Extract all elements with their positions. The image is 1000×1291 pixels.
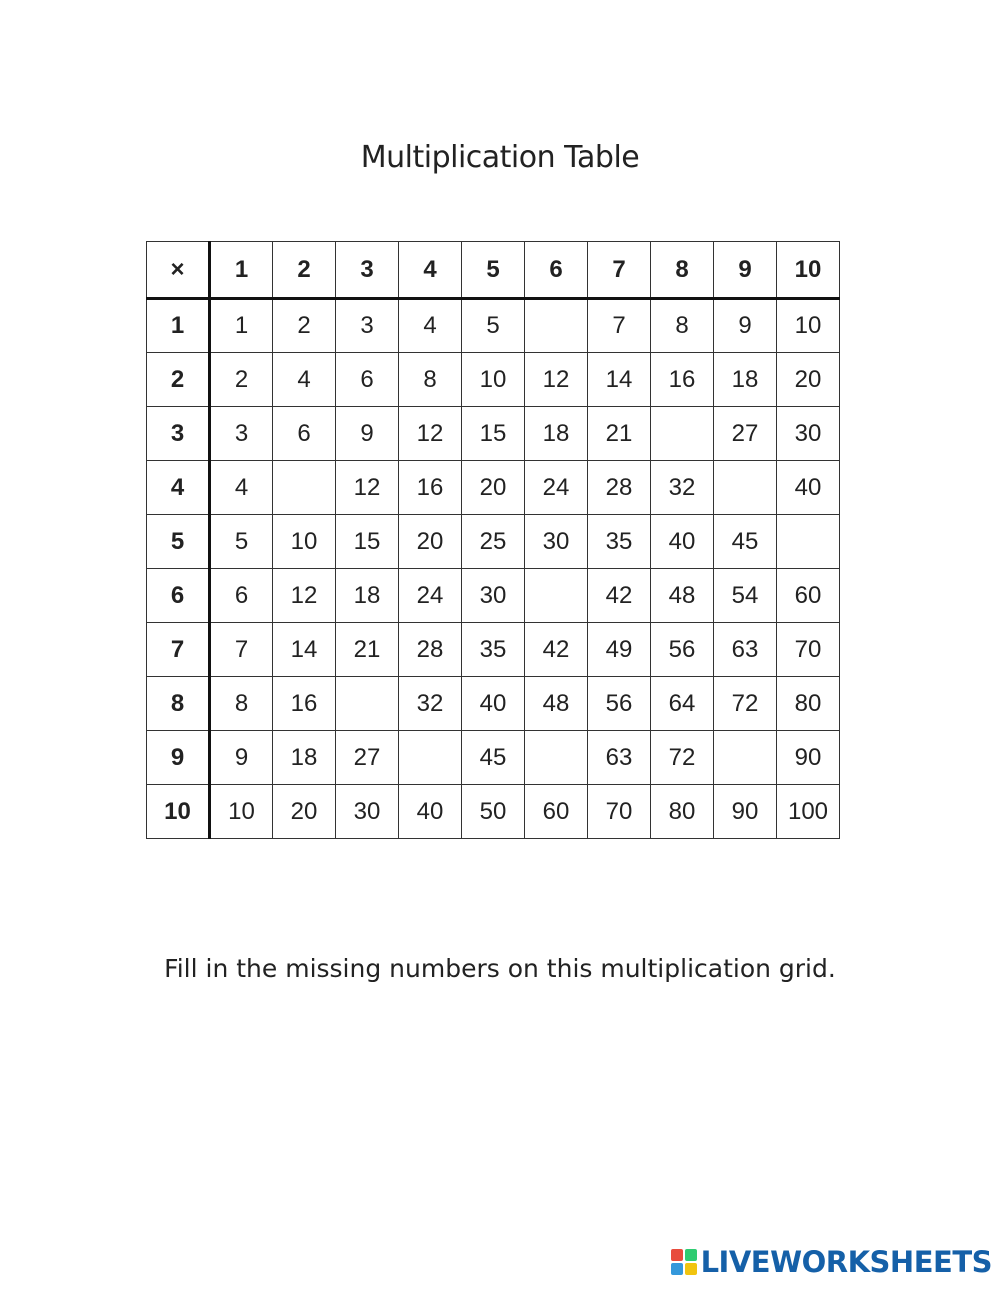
table-row xyxy=(147,569,840,623)
table-cell: 45 xyxy=(462,731,525,785)
table-cell: 15 xyxy=(462,407,525,461)
page-title: Multiplication Table xyxy=(360,140,640,175)
table-cell: 40 xyxy=(462,677,525,731)
row-header: 2 xyxy=(147,353,210,407)
row-header: 7 xyxy=(147,623,210,677)
column-header: 4 xyxy=(399,242,462,299)
table-cell: 18 xyxy=(273,731,336,785)
table-cell: 18 xyxy=(714,353,777,407)
answer-input-cell[interactable] xyxy=(714,461,777,515)
table-cell: 30 xyxy=(525,515,588,569)
table-cell: 72 xyxy=(651,731,714,785)
table-cell: 1 xyxy=(210,299,273,353)
table-cell: 25 xyxy=(462,515,525,569)
table-cell: 20 xyxy=(273,785,336,839)
brand-text: LIVEWORKSHEETS xyxy=(700,1245,992,1279)
table-cell: 72 xyxy=(714,677,777,731)
table-cell: 7 xyxy=(210,623,273,677)
table-row xyxy=(147,677,840,731)
answer-input-cell[interactable] xyxy=(273,461,336,515)
table-cell: 70 xyxy=(588,785,651,839)
table-cell: 42 xyxy=(588,569,651,623)
table-cell: 8 xyxy=(210,677,273,731)
table-cell: 7 xyxy=(588,299,651,353)
table-cell: 28 xyxy=(588,461,651,515)
table-cell: 14 xyxy=(273,623,336,677)
table-row xyxy=(147,731,840,785)
table-cell: 56 xyxy=(651,623,714,677)
answer-input-cell[interactable] xyxy=(525,569,588,623)
table-cell: 35 xyxy=(462,623,525,677)
table-cell: 35 xyxy=(588,515,651,569)
row-header: 10 xyxy=(147,785,210,839)
table-cell: 48 xyxy=(525,677,588,731)
header-row xyxy=(147,242,840,299)
table-row xyxy=(147,461,840,515)
table-row xyxy=(147,353,840,407)
table-cell: 32 xyxy=(399,677,462,731)
row-header: 1 xyxy=(147,299,210,353)
table-cell: 2 xyxy=(210,353,273,407)
table-cell: 20 xyxy=(462,461,525,515)
table-cell: 10 xyxy=(210,785,273,839)
column-header: 10 xyxy=(777,242,840,299)
table-cell: 18 xyxy=(336,569,399,623)
column-header: 9 xyxy=(714,242,777,299)
answer-input-cell[interactable] xyxy=(714,731,777,785)
table-cell: 63 xyxy=(714,623,777,677)
column-header: 2 xyxy=(273,242,336,299)
table-cell: 20 xyxy=(399,515,462,569)
table-cell: 3 xyxy=(210,407,273,461)
table-cell: 20 xyxy=(777,353,840,407)
column-header: 1 xyxy=(210,242,273,299)
table-cell: 14 xyxy=(588,353,651,407)
row-header: 6 xyxy=(147,569,210,623)
table-cell: 42 xyxy=(525,623,588,677)
table-cell: 21 xyxy=(336,623,399,677)
table-cell: 100 xyxy=(777,785,840,839)
answer-input-cell[interactable] xyxy=(525,731,588,785)
table-row xyxy=(147,785,840,839)
table-cell: 10 xyxy=(273,515,336,569)
table-cell: 8 xyxy=(651,299,714,353)
table-cell: 6 xyxy=(273,407,336,461)
table-cell: 60 xyxy=(777,569,840,623)
table-cell: 27 xyxy=(336,731,399,785)
table-cell: 56 xyxy=(588,677,651,731)
table-cell: 90 xyxy=(777,731,840,785)
table-cell: 4 xyxy=(210,461,273,515)
table-cell: 21 xyxy=(588,407,651,461)
answer-input-cell[interactable] xyxy=(336,677,399,731)
table-cell: 12 xyxy=(525,353,588,407)
table-cell: 24 xyxy=(525,461,588,515)
row-header: 4 xyxy=(147,461,210,515)
table-cell: 12 xyxy=(273,569,336,623)
table-cell: 45 xyxy=(714,515,777,569)
row-header: 8 xyxy=(147,677,210,731)
table-cell: 32 xyxy=(651,461,714,515)
table-cell: 40 xyxy=(777,461,840,515)
table-cell: 24 xyxy=(399,569,462,623)
table-cell: 12 xyxy=(399,407,462,461)
table-cell: 90 xyxy=(714,785,777,839)
table-cell: 5 xyxy=(210,515,273,569)
answer-input-cell[interactable] xyxy=(525,299,588,353)
table-row xyxy=(147,515,840,569)
table-row xyxy=(147,407,840,461)
table-cell: 40 xyxy=(399,785,462,839)
table-cell: 18 xyxy=(525,407,588,461)
table-cell: 30 xyxy=(777,407,840,461)
table-cell: 54 xyxy=(714,569,777,623)
multiplication-grid xyxy=(146,241,840,839)
table-cell: 70 xyxy=(777,623,840,677)
corner-multiply-sign: × xyxy=(147,242,210,299)
table-cell: 16 xyxy=(273,677,336,731)
table-cell: 16 xyxy=(399,461,462,515)
row-header: 9 xyxy=(147,731,210,785)
column-header: 5 xyxy=(462,242,525,299)
table-cell: 15 xyxy=(336,515,399,569)
table-cell: 27 xyxy=(714,407,777,461)
instruction-text: Fill in the missing numbers on this multiplication grid. xyxy=(164,954,836,983)
column-header: 3 xyxy=(336,242,399,299)
table-cell: 63 xyxy=(588,731,651,785)
table-cell: 40 xyxy=(651,515,714,569)
table-cell: 64 xyxy=(651,677,714,731)
answer-input-cell[interactable] xyxy=(651,407,714,461)
table-cell: 5 xyxy=(462,299,525,353)
row-header: 3 xyxy=(147,407,210,461)
table-cell: 80 xyxy=(651,785,714,839)
table-cell: 10 xyxy=(777,299,840,353)
brand-logo xyxy=(671,1245,992,1279)
table-cell: 9 xyxy=(210,731,273,785)
table-cell: 4 xyxy=(273,353,336,407)
column-header: 7 xyxy=(588,242,651,299)
table-cell: 80 xyxy=(777,677,840,731)
row-header: 5 xyxy=(147,515,210,569)
table-cell: 12 xyxy=(336,461,399,515)
table-cell: 30 xyxy=(336,785,399,839)
table-cell: 9 xyxy=(714,299,777,353)
column-header: 8 xyxy=(651,242,714,299)
table-cell: 9 xyxy=(336,407,399,461)
answer-input-cell[interactable] xyxy=(399,731,462,785)
liveworksheets-icon xyxy=(671,1249,697,1275)
table-cell: 3 xyxy=(336,299,399,353)
table-cell: 10 xyxy=(462,353,525,407)
table-cell: 16 xyxy=(651,353,714,407)
column-header: 6 xyxy=(525,242,588,299)
table-cell: 48 xyxy=(651,569,714,623)
table-cell: 49 xyxy=(588,623,651,677)
table-cell: 2 xyxy=(273,299,336,353)
table-cell: 6 xyxy=(336,353,399,407)
answer-input-cell[interactable] xyxy=(777,515,840,569)
table-cell: 60 xyxy=(525,785,588,839)
table-row xyxy=(147,623,840,677)
table-cell: 4 xyxy=(399,299,462,353)
table-cell: 28 xyxy=(399,623,462,677)
table-cell: 6 xyxy=(210,569,273,623)
table-cell: 30 xyxy=(462,569,525,623)
table-cell: 50 xyxy=(462,785,525,839)
table-row xyxy=(147,299,840,353)
table-cell: 8 xyxy=(399,353,462,407)
